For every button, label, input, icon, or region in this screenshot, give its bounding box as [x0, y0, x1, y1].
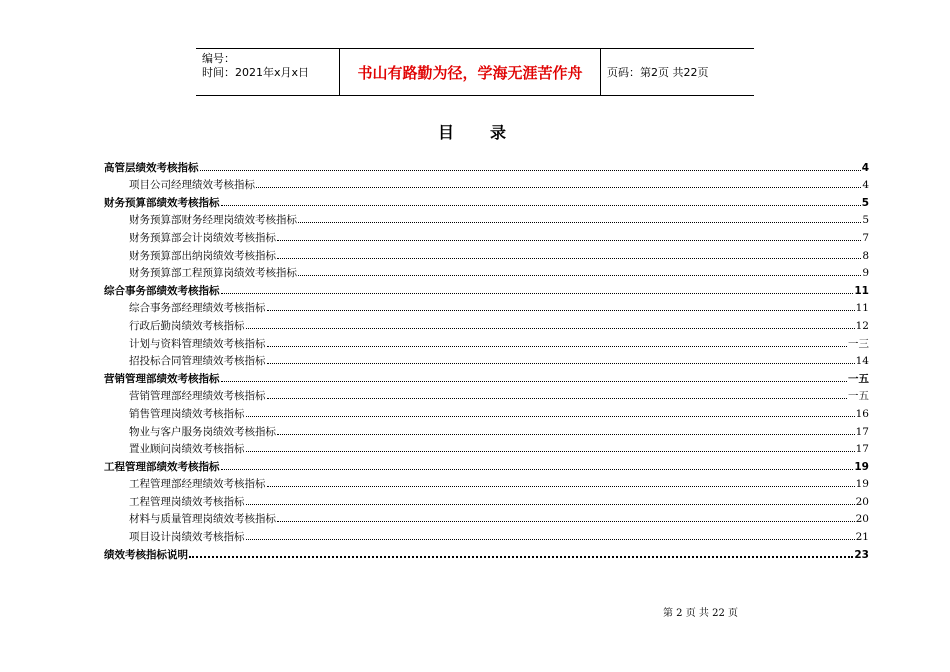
serial-label: 编号： — [202, 52, 235, 65]
toc-leader-dots — [246, 503, 855, 505]
toc-leader-dots — [277, 520, 855, 522]
toc-subsection-entry[interactable] — [104, 297, 869, 315]
toc-subsection-entry[interactable] — [104, 244, 869, 262]
toc-leader-dots — [267, 345, 848, 347]
header-meta — [196, 49, 339, 95]
toc-subsection-entry[interactable] — [104, 385, 869, 403]
toc-entry-page: 8 — [862, 249, 869, 262]
toc-entry-text: 置业顾问岗绩效考核指标 — [129, 443, 245, 456]
toc-leader-dots — [267, 309, 855, 311]
toc-entry-page: 20 — [855, 495, 869, 508]
toc-entry-page: 一五 — [848, 372, 869, 385]
toc-leader-dots — [267, 397, 848, 399]
toc-entry-text: 营销管理部经理绩效考核指标 — [129, 390, 266, 403]
toc-entry-text: 招投标合同管理绩效考核指标 — [129, 355, 266, 368]
toc-subsection-entry[interactable] — [104, 209, 869, 227]
toc-subsection-entry[interactable] — [104, 420, 869, 438]
toc-subsection-entry[interactable] — [104, 314, 869, 332]
toc-entry-page: 12 — [855, 319, 869, 332]
toc-entry-text: 综合事务部经理绩效考核指标 — [129, 302, 266, 315]
header-page-code: 页码：第2页 共22页 — [607, 66, 709, 79]
toc-leader-dots — [221, 468, 854, 470]
toc-entry-text: 综合事务部绩效考核指标 — [104, 284, 220, 297]
toc-leader-dots — [189, 555, 853, 558]
toc-leader-dots — [267, 485, 855, 487]
toc-leader-dots — [277, 433, 855, 435]
toc-entry-page: 21 — [855, 531, 869, 544]
toc-entry-text: 财务预算部会计岗绩效考核指标 — [129, 231, 276, 244]
toc-entry-text: 工程管理部绩效考核指标 — [104, 460, 220, 473]
toc-entry-text: 工程管理岗绩效考核指标 — [129, 495, 245, 508]
toc-entry-text: 计划与资料管理绩效考核指标 — [129, 337, 266, 350]
toc-entry-page: 一三 — [848, 337, 869, 350]
toc-subsection-entry[interactable] — [104, 508, 869, 526]
toc-entry-text: 财务预算部出纳岗绩效考核指标 — [129, 249, 276, 262]
toc-entry-page: 5 — [862, 214, 869, 227]
toc-leader-dots — [200, 169, 861, 171]
page-footer: 第 2 页 共 22 页 — [663, 608, 738, 619]
toc-entry-text: 物业与客户服务岗绩效考核指标 — [129, 425, 276, 438]
toc-entry-text: 销售管理岗绩效考核指标 — [129, 407, 245, 420]
toc-subsection-entry[interactable] — [104, 473, 869, 491]
toc-title-right: 录 — [490, 123, 513, 142]
toc-entry-page: 9 — [862, 267, 869, 280]
toc-entry-text: 项目设计岗绩效考核指标 — [129, 531, 245, 544]
toc-leader-dots — [246, 415, 855, 417]
toc-entry-text: 营销管理部绩效考核指标 — [104, 372, 220, 385]
toc-section-entry[interactable] — [104, 455, 869, 473]
toc-section-entry[interactable] — [104, 543, 869, 561]
toc-entry-page: 5 — [861, 196, 869, 209]
toc-entry-page: 7 — [862, 231, 869, 244]
toc-title-left: 目 — [437, 123, 460, 142]
toc-subsection-entry[interactable] — [104, 402, 869, 420]
toc-entry-text: 行政后勤岗绩效考核指标 — [129, 319, 245, 332]
toc-entry-text: 材料与质量管理岗绩效考核指标 — [129, 513, 276, 526]
table-of-contents — [104, 156, 869, 561]
toc-leader-dots — [277, 239, 861, 241]
toc-entry-page: 20 — [855, 513, 869, 526]
toc-leader-dots — [246, 450, 855, 452]
toc-entry-page: 23 — [854, 548, 869, 561]
toc-subsection-entry[interactable] — [104, 438, 869, 456]
toc-entry-text: 财务预算部工程预算岗绩效考核指标 — [129, 267, 297, 280]
toc-entry-page: 14 — [855, 355, 869, 368]
toc-leader-dots — [221, 204, 861, 206]
toc-entry-text: 高管层绩效考核指标 — [104, 161, 199, 174]
toc-leader-dots — [298, 221, 861, 223]
toc-title — [0, 120, 950, 143]
toc-entry-page: 19 — [855, 478, 869, 491]
page-header — [196, 48, 754, 96]
toc-entry-text: 绩效考核指标说明 — [104, 548, 188, 561]
toc-leader-dots — [246, 327, 855, 329]
toc-entry-text: 财务预算部绩效考核指标 — [104, 196, 220, 209]
toc-entry-text: 财务预算部财务经理岗绩效考核指标 — [129, 214, 297, 227]
toc-entry-text: 项目公司经理绩效考核指标 — [129, 179, 255, 192]
toc-section-entry[interactable] — [104, 156, 869, 174]
toc-section-entry[interactable] — [104, 279, 869, 297]
toc-entry-text: 工程管理部经理绩效考核指标 — [129, 478, 266, 491]
toc-subsection-entry[interactable] — [104, 174, 869, 192]
time-label: 时间：2021年x月x日 — [202, 66, 310, 79]
toc-leader-dots — [267, 362, 855, 364]
header-slogan: 书山有路勤为径，学海无涯苦作舟 — [339, 49, 601, 95]
toc-leader-dots — [277, 257, 861, 259]
toc-leader-dots — [246, 538, 855, 540]
toc-subsection-entry[interactable] — [104, 350, 869, 368]
toc-subsection-entry[interactable] — [104, 226, 869, 244]
toc-entry-page: 19 — [854, 460, 869, 473]
toc-entry-page: 11 — [854, 284, 869, 297]
toc-subsection-entry[interactable] — [104, 332, 869, 350]
toc-entry-page: 一五 — [848, 390, 869, 403]
toc-entry-page: 17 — [855, 425, 869, 438]
toc-subsection-entry[interactable] — [104, 525, 869, 543]
toc-entry-page: 11 — [855, 302, 869, 315]
toc-section-entry[interactable] — [104, 367, 869, 385]
toc-section-entry[interactable] — [104, 191, 869, 209]
toc-leader-dots — [221, 292, 854, 294]
toc-subsection-entry[interactable] — [104, 262, 869, 280]
toc-leader-dots — [221, 380, 848, 382]
toc-entry-page: 16 — [855, 407, 869, 420]
toc-entry-page: 4 — [861, 161, 869, 174]
toc-entry-page: 4 — [862, 179, 869, 192]
toc-entry-page: 17 — [855, 443, 869, 456]
toc-leader-dots — [256, 186, 861, 188]
toc-subsection-entry[interactable] — [104, 490, 869, 508]
toc-leader-dots — [298, 274, 861, 276]
